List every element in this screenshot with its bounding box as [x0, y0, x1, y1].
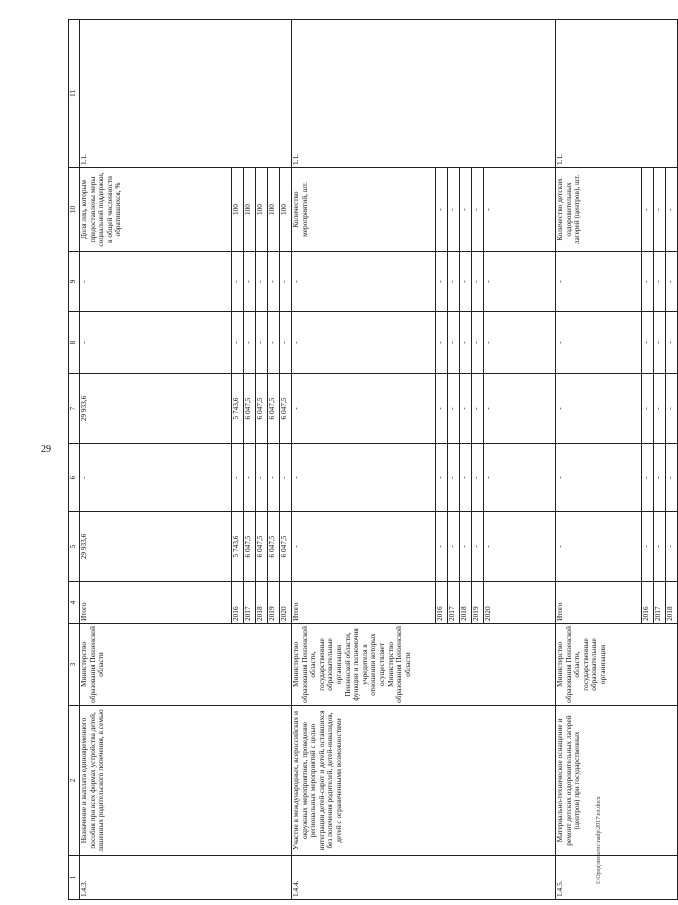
col-header: 3	[69, 624, 80, 706]
regional-cell: -	[642, 374, 654, 444]
total-cell: -	[654, 512, 666, 582]
total-cell: 6 047,5	[256, 512, 268, 582]
regional-cell: -	[556, 374, 642, 444]
year-cell: 2018	[666, 582, 678, 624]
year-cell: 2018	[256, 582, 268, 624]
other-cell: -	[292, 252, 436, 312]
indicator-cell: -	[654, 168, 666, 252]
year-cell: 2017	[448, 582, 460, 624]
indicator-cell: -	[460, 168, 472, 252]
local-cell: -	[292, 312, 436, 374]
local-cell: -	[654, 312, 666, 374]
year-cell: 2019	[472, 582, 484, 624]
other-cell: -	[642, 252, 654, 312]
link-cell: 1.1.	[80, 20, 292, 168]
federal-cell: -	[484, 444, 556, 512]
total-cell: 6 047,5	[280, 512, 292, 582]
col-header: 7	[69, 374, 80, 444]
regional-cell: 6 047,5	[256, 374, 268, 444]
indicator-cell: -	[436, 168, 448, 252]
year-cell: 2020	[280, 582, 292, 624]
year-cell: Итого	[80, 582, 232, 624]
total-cell: -	[484, 512, 556, 582]
link-cell: 1.1.	[292, 20, 556, 168]
col-header: 9	[69, 252, 80, 312]
indicator-cell: -	[448, 168, 460, 252]
total-cell: 29 933,6	[80, 512, 232, 582]
total-cell: -	[556, 512, 642, 582]
indicator-cell: 100	[268, 168, 280, 252]
program-measures-table	[68, 19, 678, 900]
federal-cell: -	[666, 444, 678, 512]
measure-executor: Министерство образования Пензенской области	[80, 624, 292, 706]
indicator-cell: Количество детских оздоровительных лагерей (центров), шт.	[556, 168, 642, 252]
other-cell: -	[280, 252, 292, 312]
federal-cell: -	[448, 444, 460, 512]
total-cell: -	[642, 512, 654, 582]
measure-number: 1.4.4.	[292, 856, 556, 900]
measure-name: Участие в международных, всероссийских и окружных мероприятиях, проведение региональных мероприятий с целью интеграции детей-сирот и детей, оставшихся без попечения родителей, детей-инвалидов, детей с ограниченными возможностями	[292, 706, 556, 856]
col-header: 8	[69, 312, 80, 374]
other-cell: -	[268, 252, 280, 312]
federal-cell: -	[472, 444, 484, 512]
table-row	[292, 20, 436, 900]
local-cell: -	[472, 312, 484, 374]
page-number: 29	[41, 444, 51, 455]
other-cell: -	[654, 252, 666, 312]
regional-cell: -	[472, 374, 484, 444]
local-cell: -	[556, 312, 642, 374]
indicator-cell: Доля лиц, которым предоставлены меры социальной поддержки, в общей численности обратившихся, %	[80, 168, 232, 252]
year-cell: Итого	[292, 582, 436, 624]
total-cell: -	[460, 512, 472, 582]
indicator-cell: -	[642, 168, 654, 252]
year-cell: 2016	[642, 582, 654, 624]
regional-cell: 6 047,5	[280, 374, 292, 444]
regional-cell: 6 047,5	[244, 374, 256, 444]
indicator-cell: 100	[280, 168, 292, 252]
regional-cell: -	[484, 374, 556, 444]
year-cell: 2016	[436, 582, 448, 624]
local-cell: -	[232, 312, 244, 374]
year-cell: 2017	[654, 582, 666, 624]
local-cell: -	[80, 312, 232, 374]
federal-cell: -	[232, 444, 244, 512]
table-row	[556, 20, 642, 900]
total-cell: 6 047,5	[244, 512, 256, 582]
federal-cell: -	[256, 444, 268, 512]
other-cell: -	[472, 252, 484, 312]
regional-cell: -	[292, 374, 436, 444]
federal-cell: -	[460, 444, 472, 512]
federal-cell: -	[268, 444, 280, 512]
col-header: 6	[69, 444, 80, 512]
regional-cell: -	[460, 374, 472, 444]
footer-file-path: I:\Ород\пеньтос\nadp\2017\ел.docx	[596, 796, 602, 884]
indicator-cell: 100	[244, 168, 256, 252]
local-cell: -	[484, 312, 556, 374]
regional-cell: -	[436, 374, 448, 444]
year-cell: 2017	[244, 582, 256, 624]
indicator-cell: -	[472, 168, 484, 252]
table-row	[80, 20, 232, 900]
measure-executor: Министерство образования Пензенской области, государственные образовательные организации Пензенской области, функции и полномочия учредителя в отношении которых осуществляет Министерство образования Пензенской области	[292, 624, 556, 706]
other-cell: -	[484, 252, 556, 312]
other-cell: -	[80, 252, 232, 312]
regional-cell: -	[654, 374, 666, 444]
indicator-cell: -	[666, 168, 678, 252]
total-cell: -	[472, 512, 484, 582]
total-cell: 6 047,5	[268, 512, 280, 582]
indicator-cell: Количество мероприятий, шт.	[292, 168, 436, 252]
year-cell: 2018	[460, 582, 472, 624]
col-header: 4	[69, 582, 80, 624]
local-cell: -	[244, 312, 256, 374]
col-header: 1	[69, 856, 80, 900]
year-cell: 2016	[232, 582, 244, 624]
federal-cell: -	[654, 444, 666, 512]
measure-number: 1.4.5.	[556, 856, 678, 900]
total-cell: 5 743,6	[232, 512, 244, 582]
indicator-cell: 100	[232, 168, 244, 252]
federal-cell: -	[292, 444, 436, 512]
other-cell: -	[666, 252, 678, 312]
measure-name: Материально-техническое оснащение и ремонт детских оздоровительных лагерей (центров) при государственных	[556, 706, 678, 856]
measure-name: Назначение и выплата единовременного пособия при всех формах устройства детей, лишенных родительского попечения, в семью	[80, 706, 292, 856]
other-cell: -	[448, 252, 460, 312]
column-number-row	[69, 20, 80, 900]
federal-cell: -	[80, 444, 232, 512]
regional-cell: -	[666, 374, 678, 444]
col-header: 10	[69, 168, 80, 252]
regional-cell: -	[448, 374, 460, 444]
other-cell: -	[436, 252, 448, 312]
local-cell: -	[280, 312, 292, 374]
local-cell: -	[448, 312, 460, 374]
local-cell: -	[268, 312, 280, 374]
other-cell: -	[232, 252, 244, 312]
federal-cell: -	[436, 444, 448, 512]
other-cell: -	[244, 252, 256, 312]
total-cell: -	[666, 512, 678, 582]
indicator-cell: 100	[256, 168, 268, 252]
year-cell: Итого	[556, 582, 642, 624]
col-header: 5	[69, 512, 80, 582]
measure-number: 1.4.3.	[80, 856, 292, 900]
col-header: 2	[69, 706, 80, 856]
regional-cell: 6 047,5	[268, 374, 280, 444]
other-cell: -	[460, 252, 472, 312]
col-header: 11	[69, 20, 80, 168]
federal-cell: -	[244, 444, 256, 512]
federal-cell: -	[642, 444, 654, 512]
federal-cell: -	[556, 444, 642, 512]
other-cell: -	[556, 252, 642, 312]
local-cell: -	[642, 312, 654, 374]
measure-executor: Министерство образования Пензенской области, государственные образовательные организации	[556, 624, 678, 706]
other-cell: -	[256, 252, 268, 312]
total-cell: -	[448, 512, 460, 582]
total-cell: -	[292, 512, 436, 582]
regional-cell: 29 933,6	[80, 374, 232, 444]
year-cell: 2019	[268, 582, 280, 624]
local-cell: -	[666, 312, 678, 374]
regional-cell: 5 743,6	[232, 374, 244, 444]
local-cell: -	[256, 312, 268, 374]
local-cell: -	[460, 312, 472, 374]
local-cell: -	[436, 312, 448, 374]
year-cell: 2020	[484, 582, 556, 624]
total-cell: -	[436, 512, 448, 582]
federal-cell: -	[280, 444, 292, 512]
indicator-cell: -	[484, 168, 556, 252]
link-cell: 1.1.	[556, 20, 678, 168]
